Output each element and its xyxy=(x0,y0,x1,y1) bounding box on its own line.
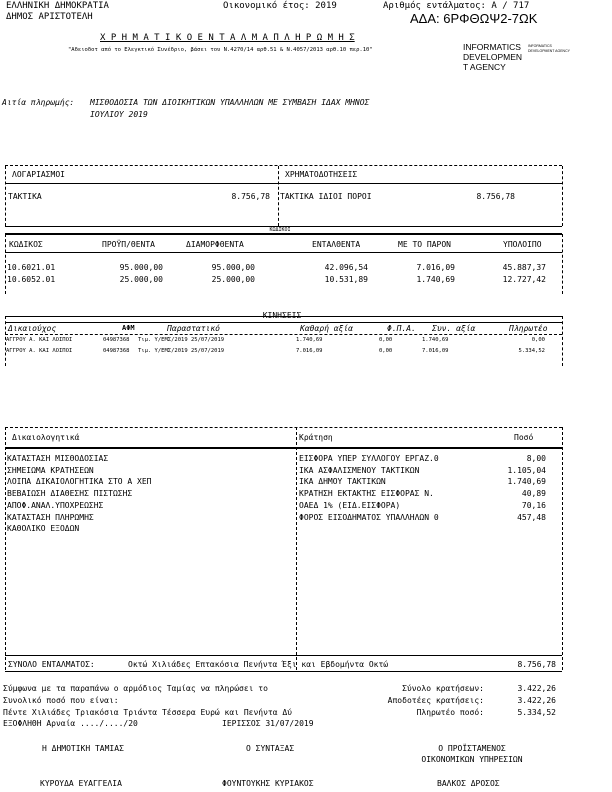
deductions-amount-header: Ποσό xyxy=(514,433,534,442)
deduction-name: ΙΚΑ ΑΣΦΑΛΙΣΜΕΝΟΥ ΤΑΚΤΙΚΩΝ xyxy=(299,465,420,475)
codes-header-top-rule xyxy=(5,233,562,235)
codes-col-adjusted: ΔΙΑΜΟΡΦΘΕΝΤΑ xyxy=(186,240,244,249)
codes-col-current: ΜΕ ΤΟ ΠΑΡΟΝ xyxy=(398,240,451,249)
retained-deductions-label: Αποδοτέες κρατήσεις: xyxy=(387,696,484,705)
net-value-cell: 7.016,09 xyxy=(296,348,323,354)
movements-col-payable: Πληρωτέο xyxy=(509,324,548,333)
current-cell: 7.016,09 xyxy=(416,263,455,272)
documents-list xyxy=(7,453,152,535)
code-cell: 10.6021.01 xyxy=(7,263,56,272)
vat-cell: 0,00 xyxy=(379,348,393,354)
financing-amount: 8.756,78 xyxy=(476,192,515,201)
documents-right-border xyxy=(562,427,563,670)
adjusted-cell: 25.000,00 xyxy=(211,275,255,284)
total-value-cell: 7.016,09 xyxy=(422,348,449,354)
movements-left-border xyxy=(5,316,6,366)
total-bottom-rule xyxy=(5,671,562,672)
movements-col-total: Συν. αξία xyxy=(432,324,476,333)
financing-header: ΧΡΗΜΑΤΟΔΟΤΗΣΕΙΣ xyxy=(285,170,358,179)
movements-header-top-rule xyxy=(5,322,562,323)
account-name: ΤΑΚΤΙΚΑ xyxy=(8,192,42,201)
total-value-cell: 1.740,69 xyxy=(422,337,449,343)
cause-line-2: ΙΟΥΛΙΟΥ 2019 xyxy=(90,110,148,119)
movements-col-vat: Φ.Π.Α. xyxy=(387,324,416,333)
balance-cell: 12.727,42 xyxy=(502,275,546,284)
budgeted-cell: 95.000,00 xyxy=(119,263,163,272)
accounts-left-border xyxy=(5,166,6,226)
codes-right-border xyxy=(562,234,563,294)
codes-section-label: ΚΩΔΙΚΟΙ xyxy=(269,227,291,233)
deduction-amounts xyxy=(490,453,546,523)
payable-cell: 5.334,52 xyxy=(518,348,545,354)
cashier-title: Η ΔΗΜΟΤΙΚΗ ΤΑΜΙΑΣ xyxy=(42,744,124,753)
summary-line-1: Σύμφωνα με τα παραπάνω ο αρμόδιος Ταμίας να πληρώσει το xyxy=(3,684,268,693)
account-amount: 8.756,78 xyxy=(231,192,270,201)
ordered-cell: 10.531,89 xyxy=(324,275,368,284)
deductions-total-label: Σύνολο κρατήσεων: xyxy=(402,684,484,693)
adjusted-cell: 95.000,00 xyxy=(211,263,255,272)
accounts-header: ΛΟΓΑΡΙΑΣΜΟΙ xyxy=(12,170,65,179)
summary-line-3: Πέντε Χιλιάδες Τριακόσια Τριάντα Τέσσερα Ευρώ και Πενήντα Δύ xyxy=(3,708,292,717)
deduction-amount: 8,00 xyxy=(526,454,546,463)
cause-line-1: ΜΙΣΘΟΔΟΣΙΑ ΤΩΝ ΔΙΟΙΚΗΤΙΚΩΝ ΥΠΑΛΛΗΛΩΝ ΜΕ ΣΥΜΒΑΣΗ ΙΔΑΧ ΜΗΝΟΣ xyxy=(90,98,370,107)
movements-header-bottom-rule xyxy=(5,334,562,335)
code-cell: 10.6052.01 xyxy=(7,275,56,284)
deduction-name: ΦΟΡΟΣ ΕΙΣΟΔΗΜΑΤΟΣ ΥΠΑΛΛΗΛΩΝ 0 xyxy=(299,512,439,522)
vat-cell: 0,00 xyxy=(379,337,393,343)
deductions-total-value: 3.422,26 xyxy=(517,684,556,693)
deduction-amount: 1.740,69 xyxy=(507,477,546,487)
deduction-amount: 70,16 xyxy=(521,500,546,510)
codes-col-code: ΚΩΔΙΚΟΣ xyxy=(9,240,43,249)
movements-col-beneficiary: Δικαιούχος xyxy=(8,324,57,333)
logo-line-2: DEVELOPMEN xyxy=(463,52,523,62)
accounts-divider xyxy=(278,166,279,226)
document-item: ΣΗΜΕΙΩΜΑ ΚΡΑΤΗΣΕΩΝ xyxy=(7,465,94,475)
retained-deductions-value: 3.422,26 xyxy=(517,696,556,705)
summary-line-4: ΕΞΟΦΛΗΘΗ Αρναία ..../..../20 xyxy=(3,719,138,728)
deduction-name: ΙΚΑ ΔΗΜΟΥ ΤΑΚΤΙΚΩΝ xyxy=(299,477,386,487)
payable-amount-value: 5.334,52 xyxy=(517,708,556,717)
deduction-name: ΚΡΑΤΗΣΗ ΕΚΤΑΚΤΗΣ ΕΙΣΦΟΡΑΣ Ν. xyxy=(299,489,434,499)
codes-col-budgeted: ΠΡΟΫΠ/ΘΕΝΤΑ xyxy=(102,240,155,249)
document-item: ΚΑΤΑΣΤΑΣΗ ΠΛΗΡΩΜΗΣ xyxy=(7,512,94,522)
budgeted-cell: 25.000,00 xyxy=(119,275,163,284)
codes-col-ordered: ΕΝΤΑΛΘΕΝΤΑ xyxy=(312,240,361,249)
codes-header-bottom-rule xyxy=(5,252,562,253)
accounts-right-border xyxy=(562,166,563,226)
total-top-rule xyxy=(5,655,562,656)
beneficiary-cell: ΑΓΓΡΟΥ Α. ΚΑΙ ΛΟΙΠΟΙ xyxy=(6,337,73,343)
fiscal-year: Οικονομικό έτος: 2019 xyxy=(223,1,337,11)
total-amount: 8.756,78 xyxy=(517,660,556,669)
codes-left-border xyxy=(5,234,6,294)
deductions-list xyxy=(299,453,439,523)
codes-col-balance: ΥΠΟΛΟΙΠΟ xyxy=(503,240,542,249)
republic-label: ΕΛΛΗΝΙΚΗ ΔΗΜΟΚΡΑΤΙΑ xyxy=(6,1,109,11)
document-item: ΛΟΙΠΑ ΔΙΚΑΙΟΛΟΓΗΤΙΚΑ ΣΤΟ Α ΧΕΠ xyxy=(7,477,152,487)
agency-logo xyxy=(463,42,522,72)
order-number: Αριθμός εντάλματος: Α / 717 xyxy=(383,1,530,11)
logo-line-3: T AGENCY xyxy=(463,62,506,72)
payable-amount-label: Πληρωτέο ποσό: xyxy=(416,708,484,717)
movements-col-document: Παραστατικό xyxy=(167,324,220,333)
accounts-header-rule xyxy=(5,183,562,184)
vat-number-cell: 04987368 xyxy=(103,337,130,343)
cause-label: Αιτία πληρωμής: xyxy=(2,98,75,107)
municipality-label: ΔΗΜΟΣ ΑΡΙΣΤΟΤΕΛΗ xyxy=(6,12,93,22)
head-title-line-2: ΟΙΚΟΝΟΜΙΚΩΝ ΥΠΗΡΕΣΙΩΝ xyxy=(421,755,523,764)
beneficiary-cell: ΑΓΓΡΟΥ Α. ΚΑΙ ΛΟΙΠΟΙ xyxy=(6,348,73,354)
deductions-header: Κράτηση xyxy=(299,433,333,442)
document-subtitle: "Αδειοδοτ από το Ελεγκτικό Συνέδριο, βάσει του Ν.4270/14 αρθ.51 & Ν.4057/2013 αρθ.10 περ.10" xyxy=(68,47,373,53)
author-name: ΦΟΥΝΤΟΥΚΗΣ ΚΥΡΙΑΚΟΣ xyxy=(222,779,314,788)
payable-cell: 0,00 xyxy=(531,337,545,343)
document-item: ΑΠΟΦ.ΑΝΑΛ.ΥΠΟΧΡΕΩΣΗΣ xyxy=(7,500,104,510)
agency-stamp: INFORMATICS DEVELOPMENT AGENCY xyxy=(528,44,570,53)
financing-name: ΤΑΚΤΙΚΑ ΙΔΙΟΙ ΠΟΡΟΙ xyxy=(280,192,372,201)
document-item: ΚΑΤΑΣΤΑΣΗ ΜΙΣΘΟΔΟΣΙΑΣ xyxy=(7,454,109,463)
movements-col-net: Καθαρή αξία xyxy=(300,324,353,333)
deduction-amount: 457,48 xyxy=(517,512,546,522)
deduction-name: ΟΑΕΔ 1% (ΕΙΔ.ΕΙΣΦΟΡΑ) xyxy=(299,500,401,510)
documents-header: Δικαιολογητικά xyxy=(12,433,80,442)
cashier-name: ΚΥΡΟΥΔΑ ΕΥΑΓΓΕΛΙΑ xyxy=(40,779,122,788)
head-title-line-1: Ο ΠΡΟΪΣΤΑΜΕΝΟΣ xyxy=(438,744,506,753)
movements-right-border xyxy=(562,316,563,366)
documents-divider xyxy=(296,427,297,670)
total-label: ΣΥΝΟΛΟ ΕΝΤΑΛΜΑΤΟΣ: xyxy=(8,660,95,669)
document-title: Χ Ρ Η Μ Α Τ Ι Κ Ο Ε Ν Τ Α Λ Μ Α Π Λ Η Ρ Ω Μ Η Σ xyxy=(100,33,355,43)
documents-left-border xyxy=(5,427,6,670)
ada-number: ΑΔΑ: 6ΡΦΘΩΨ2-7ΩΚ xyxy=(410,11,538,26)
deduction-name: ΕΙΣΦΟΡΑ ΥΠΕΡ ΣΥΛΛΟΓΟΥ ΕΡΓΑΖ.0 xyxy=(299,454,439,463)
current-cell: 1.740,69 xyxy=(416,275,455,284)
vat-number-cell: 04987368 xyxy=(103,348,130,354)
ordered-cell: 42.096,54 xyxy=(324,263,368,272)
deduction-amount: 1.105,04 xyxy=(507,465,546,475)
place-date: ΙΕΡΙΣΣΟΣ 31/07/2019 xyxy=(222,719,314,728)
movements-section-label: ΚΙΝΗΣΕΙΣ xyxy=(262,311,302,320)
document-item: ΒΕΒΑΙΩΣΗ ΔΙΑΘΕΣΗΣ ΠΙΣΤΩΣΗΣ xyxy=(7,489,133,499)
document-cell: Τιμ. Υ/ΕΜΣ/2019 25/07/2019 xyxy=(138,337,225,343)
net-value-cell: 1.740,69 xyxy=(296,337,323,343)
balance-cell: 45.887,37 xyxy=(502,263,546,272)
movements-col-vat-number: ΑΦΜ xyxy=(122,324,135,332)
head-name: ΒΑΛΚΟΣ ΔΡΟΣΟΣ xyxy=(437,779,500,788)
document-item: ΚΑΘΟΛΙΚΟ ΕΞΟΔΩΝ xyxy=(7,524,80,534)
documents-top-rule xyxy=(5,427,562,428)
documents-header-rule xyxy=(5,447,562,449)
total-in-words: Οκτώ Χιλιάδες Επτακόσια Πενήντα Έξι και Εβδομήντα Οκτώ xyxy=(128,660,389,669)
deduction-amount: 40,89 xyxy=(521,489,546,499)
logo-line-1: INFORMATICS xyxy=(463,42,521,52)
document-cell: Τιμ. Υ/ΕΜΣ/2019 25/07/2019 xyxy=(138,348,225,354)
accounts-top-rule xyxy=(5,165,562,166)
summary-line-2: Συνολικό ποσό που είναι: xyxy=(3,696,119,705)
author-title: Ο ΣΥΝΤΑΞΑΣ xyxy=(246,744,295,753)
